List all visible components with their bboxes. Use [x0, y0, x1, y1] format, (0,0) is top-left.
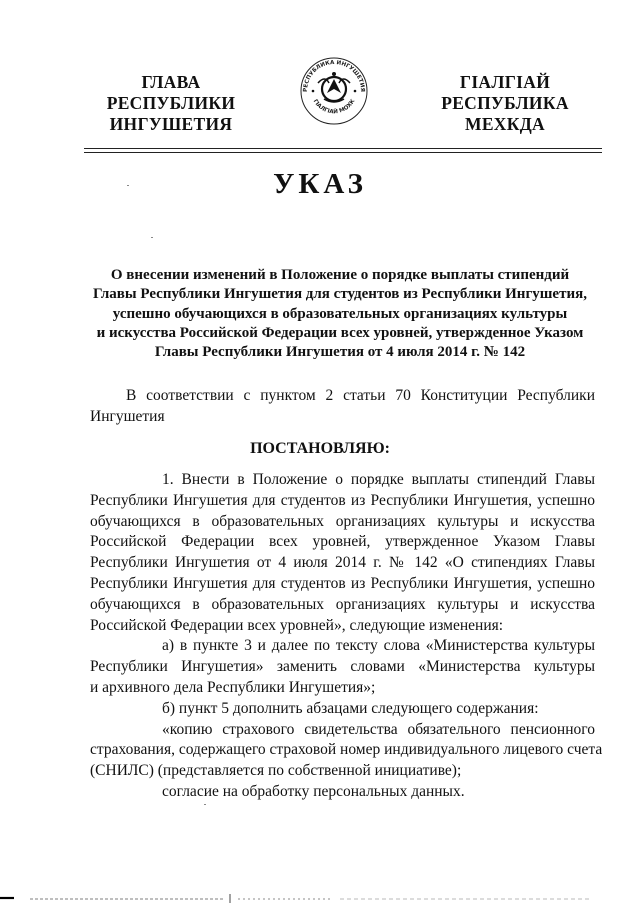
- scan-edge-marks: [0, 892, 640, 905]
- text-line: а) в пункте 3 и далее по тексту слова «Министерства культуры: [162, 637, 595, 655]
- text-line: согласие на обработку персональных данных.: [162, 782, 465, 800]
- issuer-line: ИНГУШЕТИЯ: [109, 114, 233, 134]
- text-line: Республики Ингушетия» заменить словами «Министерства культуры: [90, 658, 595, 676]
- resolution-heading: ПОСТАНОВЛЯЮ:: [250, 440, 390, 457]
- text-line: обучающихся в образовательных организациях культуры и искусства: [90, 512, 595, 530]
- scan-speck: [151, 237, 153, 238]
- subject-line: успешно обучающихся в образовательных организациях культуры: [112, 305, 568, 322]
- subject-line: О внесении изменений в Положение о порядке выплаты стипендий: [110, 267, 570, 283]
- text-line: Российской Федерации всех уровней, утвержденное Указом Главы: [90, 533, 595, 551]
- text-line: В соответствии с пунктом 2 статьи 70 Конституции Республики: [126, 387, 595, 404]
- text-line: обучающихся в образовательных организациях культуры и искусства: [90, 595, 595, 613]
- republic-emblem-icon: [298, 53, 370, 125]
- issuer-line: РЕСПУБЛИКА: [441, 93, 569, 113]
- subject-line: Главы Республики Ингушетия от 4 июля 2014 г. № 142: [154, 344, 526, 361]
- document-title: УКАЗ: [273, 168, 367, 200]
- decree-subject: [60, 266, 620, 362]
- issuer-line: МЕХКДА: [465, 114, 545, 134]
- issuer-line: ГIАЛГIАЙ: [459, 72, 551, 92]
- header-rule-bottom: [84, 152, 602, 153]
- issuer-line: ГЛАВА: [141, 72, 201, 92]
- emblem-text-top: РЕСПУБЛИКА ИНГУШЕТИЯ: [302, 59, 366, 93]
- issuer-name-russian: [96, 72, 246, 135]
- text-line: б) пункт 5 дополнить абзацами следующего содержания:: [162, 699, 539, 717]
- text-line: и архивного дела Республики Ингушетия»;: [90, 678, 376, 696]
- text-line: Республики Ингушетия для студентов из Республики Ингушетия, успешно: [90, 574, 595, 592]
- text-line: страхования, содержащего страховой номер индивидуального лицевого счета: [90, 741, 603, 759]
- header-rule-top: [84, 148, 602, 149]
- legal-basis-paragraph: [90, 386, 595, 428]
- text-line: Ингушетия: [90, 407, 165, 425]
- text-line: Республики Ингушетия от 4 июля 2014 г. № 142 «О стипендиях Главы: [90, 554, 595, 572]
- subject-line: Главы Республики Ингушетия для студентов из Республики Ингушетия,: [93, 286, 587, 303]
- decree-body: [90, 470, 603, 803]
- subject-line: и искусства Российской Федерации всех уровней, утвержденное Указом: [96, 324, 584, 341]
- text-line: Республики Ингушетия для студентов из Республики Ингушетия, успешно: [90, 491, 595, 509]
- text-line: Российской Федерации всех уровней», следующие изменения:: [90, 616, 504, 634]
- issuer-line: РЕСПУБЛИКИ: [106, 93, 236, 113]
- text-line: 1. Внести в Положение о порядке выплаты стипендий Главы: [162, 471, 595, 488]
- scan-speck: [204, 804, 206, 805]
- text-line: «копию страхового свидетельства обязательного пенсионного: [162, 720, 595, 738]
- text-line: (СНИЛС) (представляется по собственной инициативе);: [90, 762, 462, 780]
- issuer-name-ingush: [430, 72, 580, 135]
- emblem-text-bottom: ГIАЛГIАЙ МОХК: [311, 98, 357, 116]
